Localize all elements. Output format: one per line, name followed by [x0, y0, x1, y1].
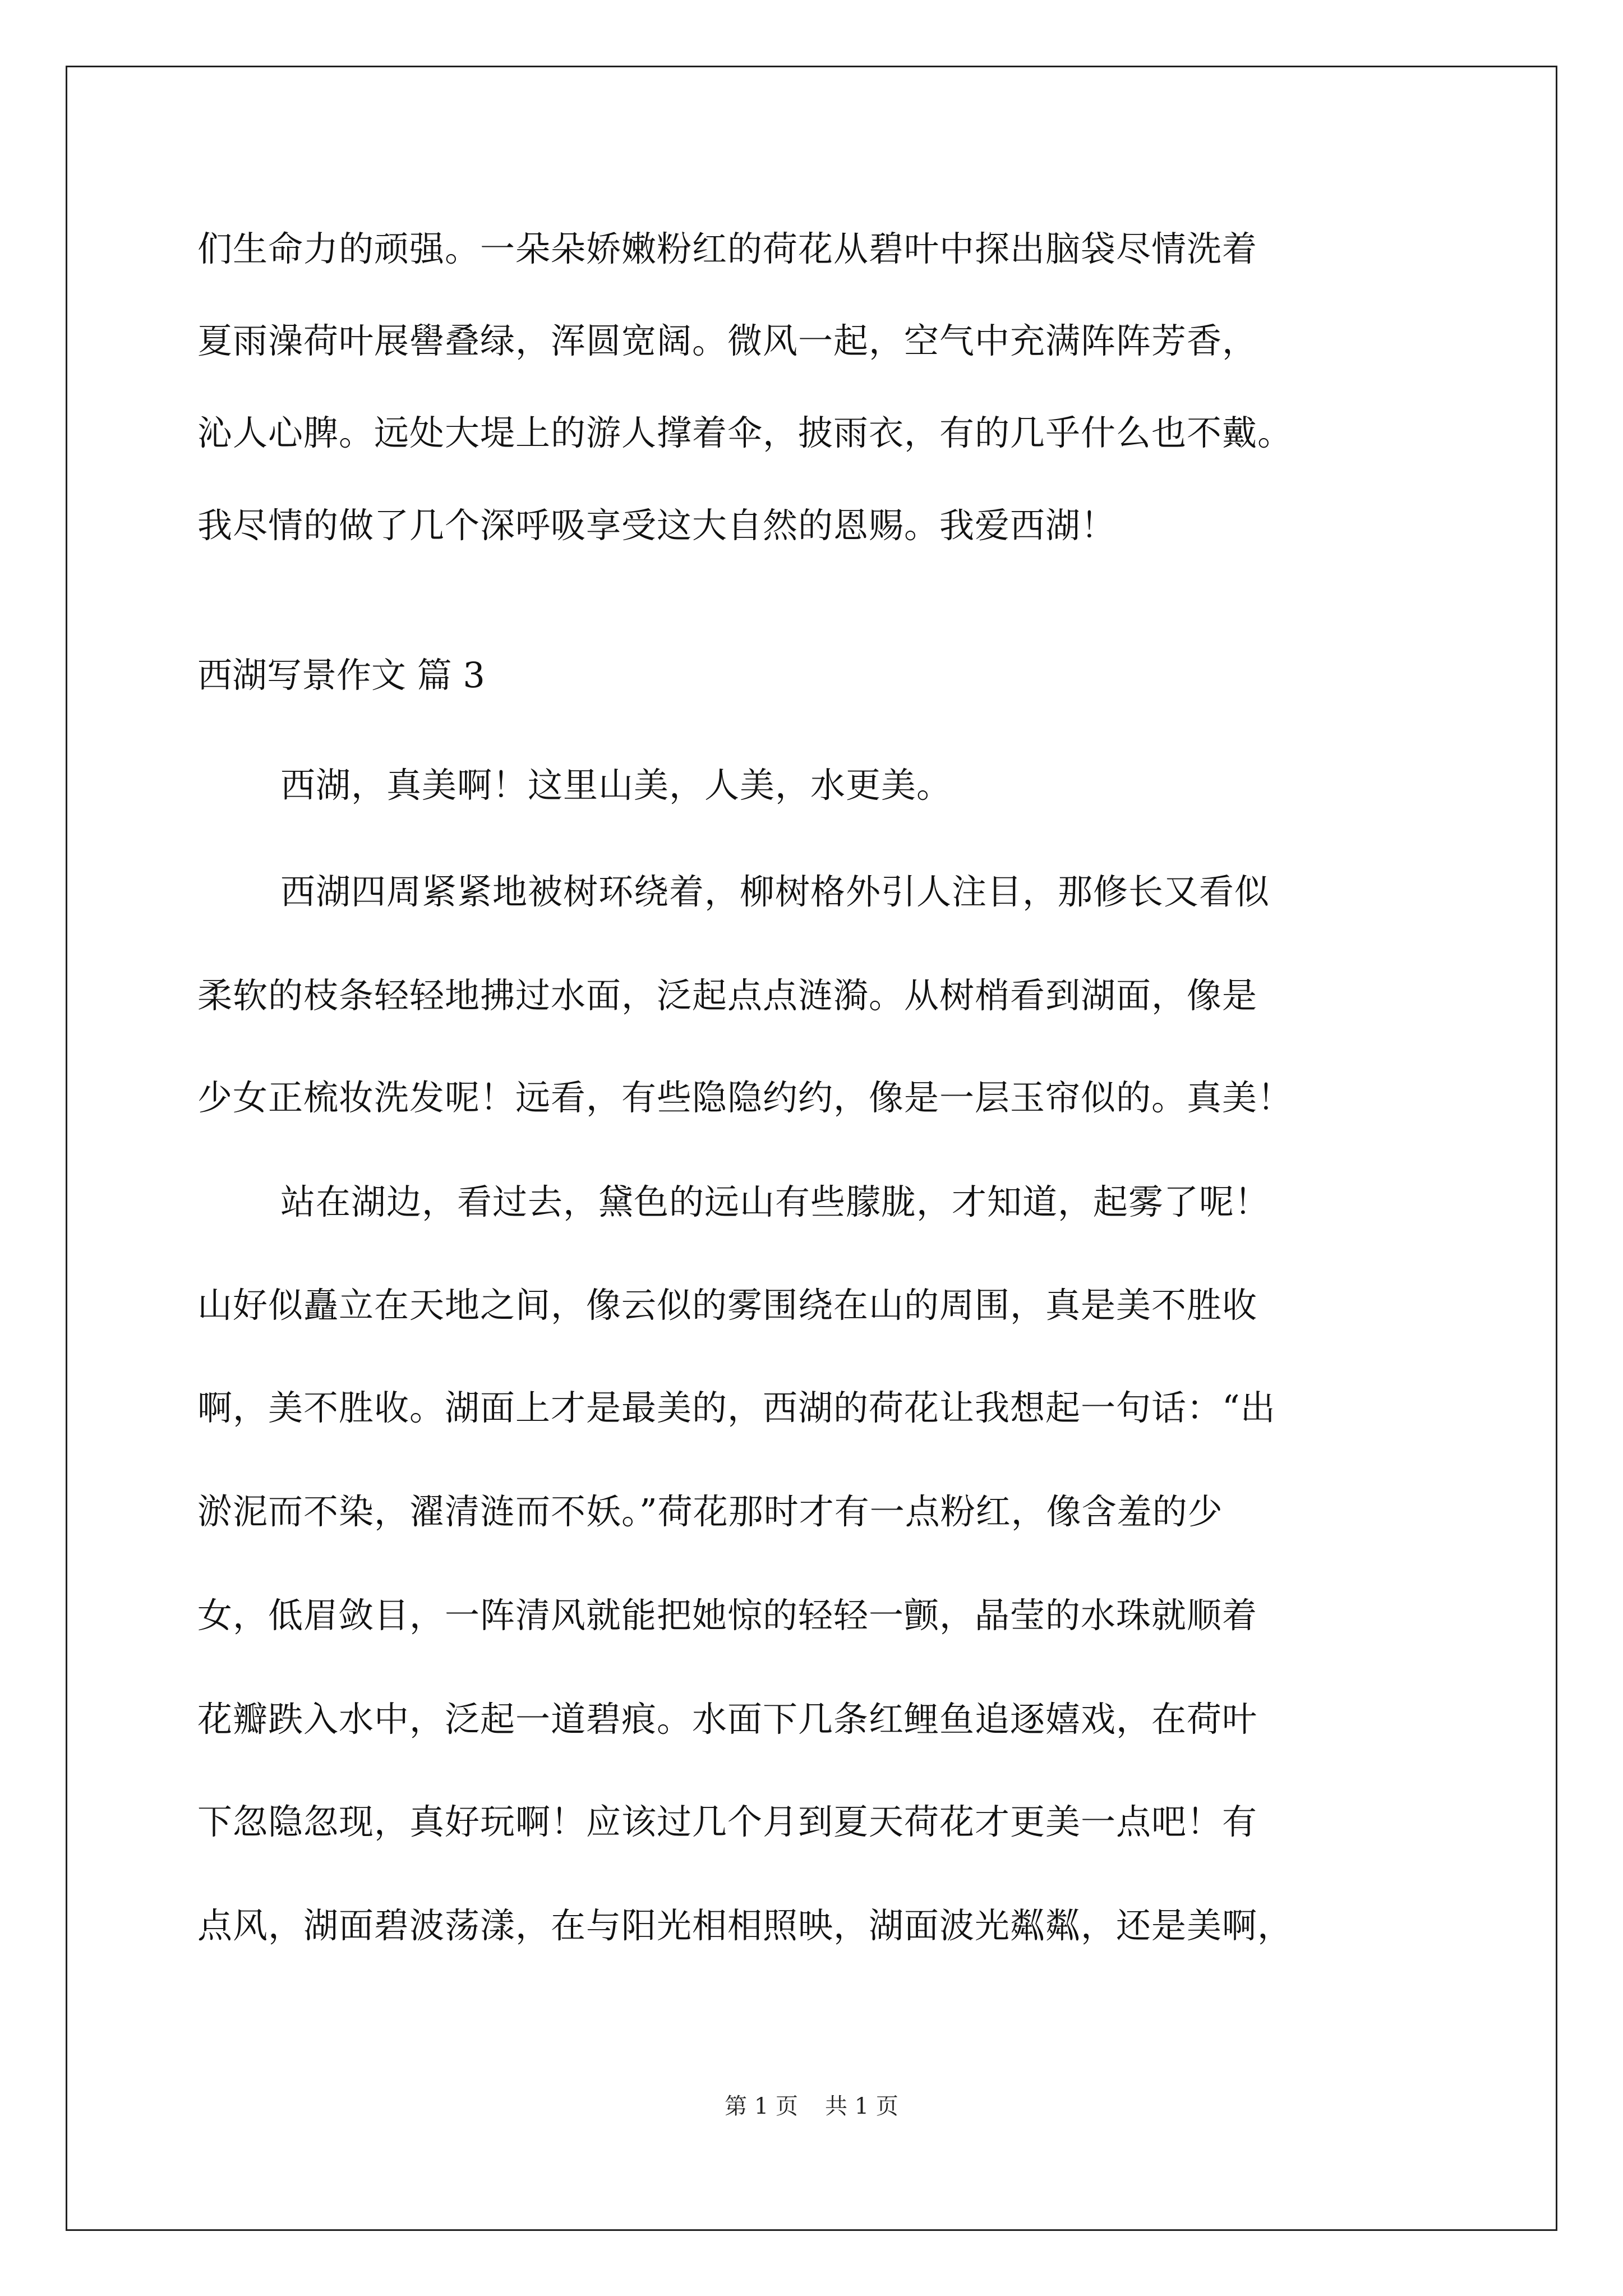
- page-footer: [0, 2092, 1623, 2120]
- body-text-line: 柔软的枝条轻轻地拂过水面，泛起点点涟漪。从树梢看到湖面，像是: [197, 975, 1258, 1016]
- body-text-line: 点风，湖面碧波荡漾，在与阳光相相照映，湖面波光粼粼，还是美啊，: [197, 1905, 1293, 1946]
- body-text-line: 们生命力的顽强。一朵朵娇嫩粉红的荷花从碧叶中探出脑袋尽情洗着: [197, 228, 1258, 269]
- body-text-line: 女，低眉敛目，一阵清风就能把她惊的轻轻一颤，晶莹的水珠就顺着: [197, 1595, 1258, 1636]
- body-text-line: 山好似矗立在天地之间，像云似的雾围绕在山的周围，真是美不胜收: [197, 1285, 1258, 1326]
- body-text-line: 花瓣跌入水中，泛起一道碧痕。水面下几条红鲤鱼追逐嬉戏，在荷叶: [197, 1699, 1258, 1740]
- page-number: 第 1 页: [725, 2093, 798, 2119]
- body-text-line: 下忽隐忽现，真好玩啊！应该过几个月到夏天荷花才更美一点吧！有: [197, 1801, 1258, 1842]
- body-text-line: 少女正梳妆洗发呢！远看，有些隐隐约约，像是一层玉帘似的。真美！: [197, 1077, 1293, 1118]
- body-text-line: 夏雨澡荷叶展嚳叠绿，浑圆宽阔。微风一起，空气中充满阵阵芳香，: [197, 320, 1258, 361]
- body-text-line: 我尽情的做了几个深呼吸享受这大自然的恩赐。我爱西湖！: [197, 505, 1117, 546]
- body-text-line: 啊，美不胜收。湖面上才是最美的，西湖的荷花让我想起一句话：“出: [197, 1387, 1276, 1428]
- paragraph-first-line: 西湖，真美啊！这里山美，人美，水更美。: [280, 765, 952, 806]
- section-title: 西湖写景作文 篇 3: [197, 655, 485, 696]
- paragraph-first-line: 站在湖边，看过去，黛色的远山有些朦胧，才知道，起雾了呢！: [280, 1181, 1270, 1222]
- page-total: 共 1 页: [825, 2093, 898, 2119]
- paragraph-first-line: 西湖四周紧紧地被树环绕着，柳树格外引人注目，那修长又看似: [280, 871, 1270, 912]
- body-text-line: 淤泥而不染，濯清涟而不妖。”荷花那时才有一点粉红，像含羞的少: [197, 1491, 1223, 1532]
- body-text-line: 沁人心脾。远处大堤上的游人撑着伞，披雨衣，有的几乎什么也不戴。: [197, 412, 1293, 453]
